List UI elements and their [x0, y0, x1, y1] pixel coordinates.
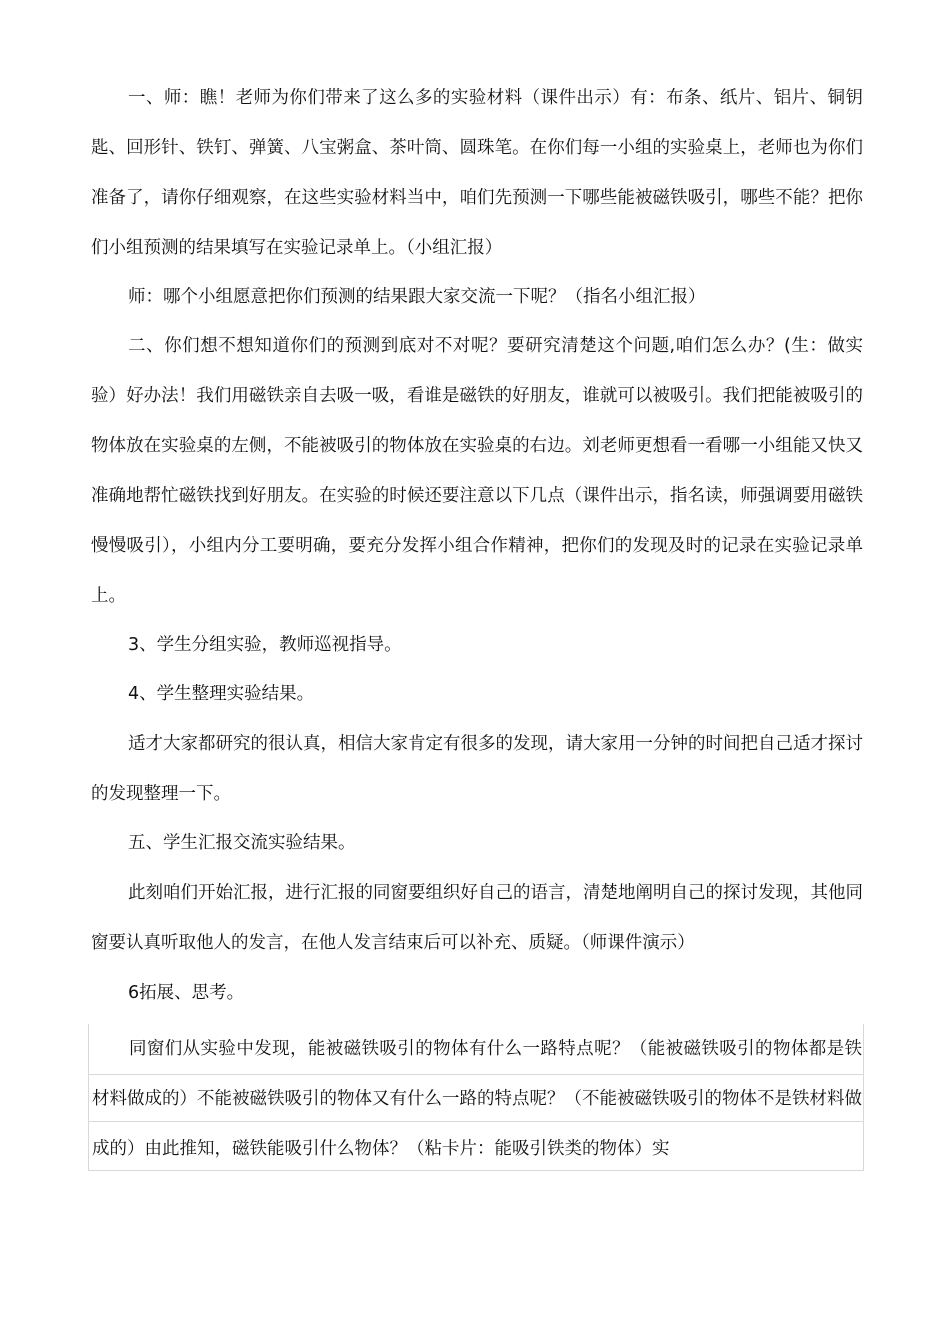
- paragraph-experiment-instructions: 二、你们想不想知道你们的预测到底对不对呢？要研究清楚这个问题,咱们怎么办？(生：做实验）好办法！我们用磁铁亲自去吸一吸，看谁是磁铁的好朋友，谁就可以被吸引。我们把能被吸引的物体放在实验桌的左侧，不能被吸引的物体放在实验桌的右边。刘老师更想看一看哪一小组能又快又准确地帮忙磁铁找到好朋友。在实验的时候还要注意以下几点（课件出示，指名读，师强调要用磁铁慢慢吸引），小组内分工要明确，要充分发挥小组合作精神，把你们的发现及时的记录在实验记录单上。: [91, 336, 863, 606]
- paragraph-step-4: 4、学生整理实验结果。: [128, 684, 315, 704]
- paragraph-teacher-question: 师：哪个小组愿意把你们预测的结果跟大家交流一下呢？（指名小组汇报）: [128, 287, 706, 307]
- paragraph-materials: 一、师：瞧！老师为你们带来了这么多的实验材料（课件出示）有：布条、纸片、铝片、铜钥匙、回形针、铁钉、弹簧、八宝粥盒、茶叶筒、圆珠笔。在你们每一小组的实验桌上，老师也为你们准备了，请你仔细观察，在这些实验材料当中，咱们先预测一下哪些能被磁铁吸引，哪些不能？把你们小组预测的结果填写在实验记录单上。（小组汇报）: [91, 88, 863, 258]
- paragraph-organize-findings: 适才大家都研究的很认真，相信大家肯定有很多的发现，请大家用一分钟的时间把自己适才探讨的发现整理一下。: [91, 734, 863, 804]
- paragraph-step-3: 3、学生分组实验，教师巡视指导。: [128, 635, 402, 655]
- paragraph-step-5: 五、学生汇报交流实验结果。: [128, 833, 356, 853]
- paragraph-report-instructions: 此刻咱们开始汇报，进行汇报的同窗要组织好自己的语言，清楚地阐明自己的探讨发现，其他同窗要认真听取他人的发言，在他人发言结束后可以补充、质疑。（师课件演示）: [91, 883, 863, 953]
- paragraph-extension-thinking: 同窗们从实验中发现，能被磁铁吸引的物体有什么一路特点呢？（能被磁铁吸引的物体都是铁材料做成的）不能被磁铁吸引的物体又有什么一路的特点呢？（不能被磁铁吸引的物体不是铁材料做成的）由此推知，磁铁能吸引什么物体？（粘卡片：能吸引铁类的物体）实: [92, 1039, 862, 1159]
- bordered-text-box: [88, 1024, 864, 1171]
- paragraph-step-6: 6拓展、思考。: [128, 983, 245, 1003]
